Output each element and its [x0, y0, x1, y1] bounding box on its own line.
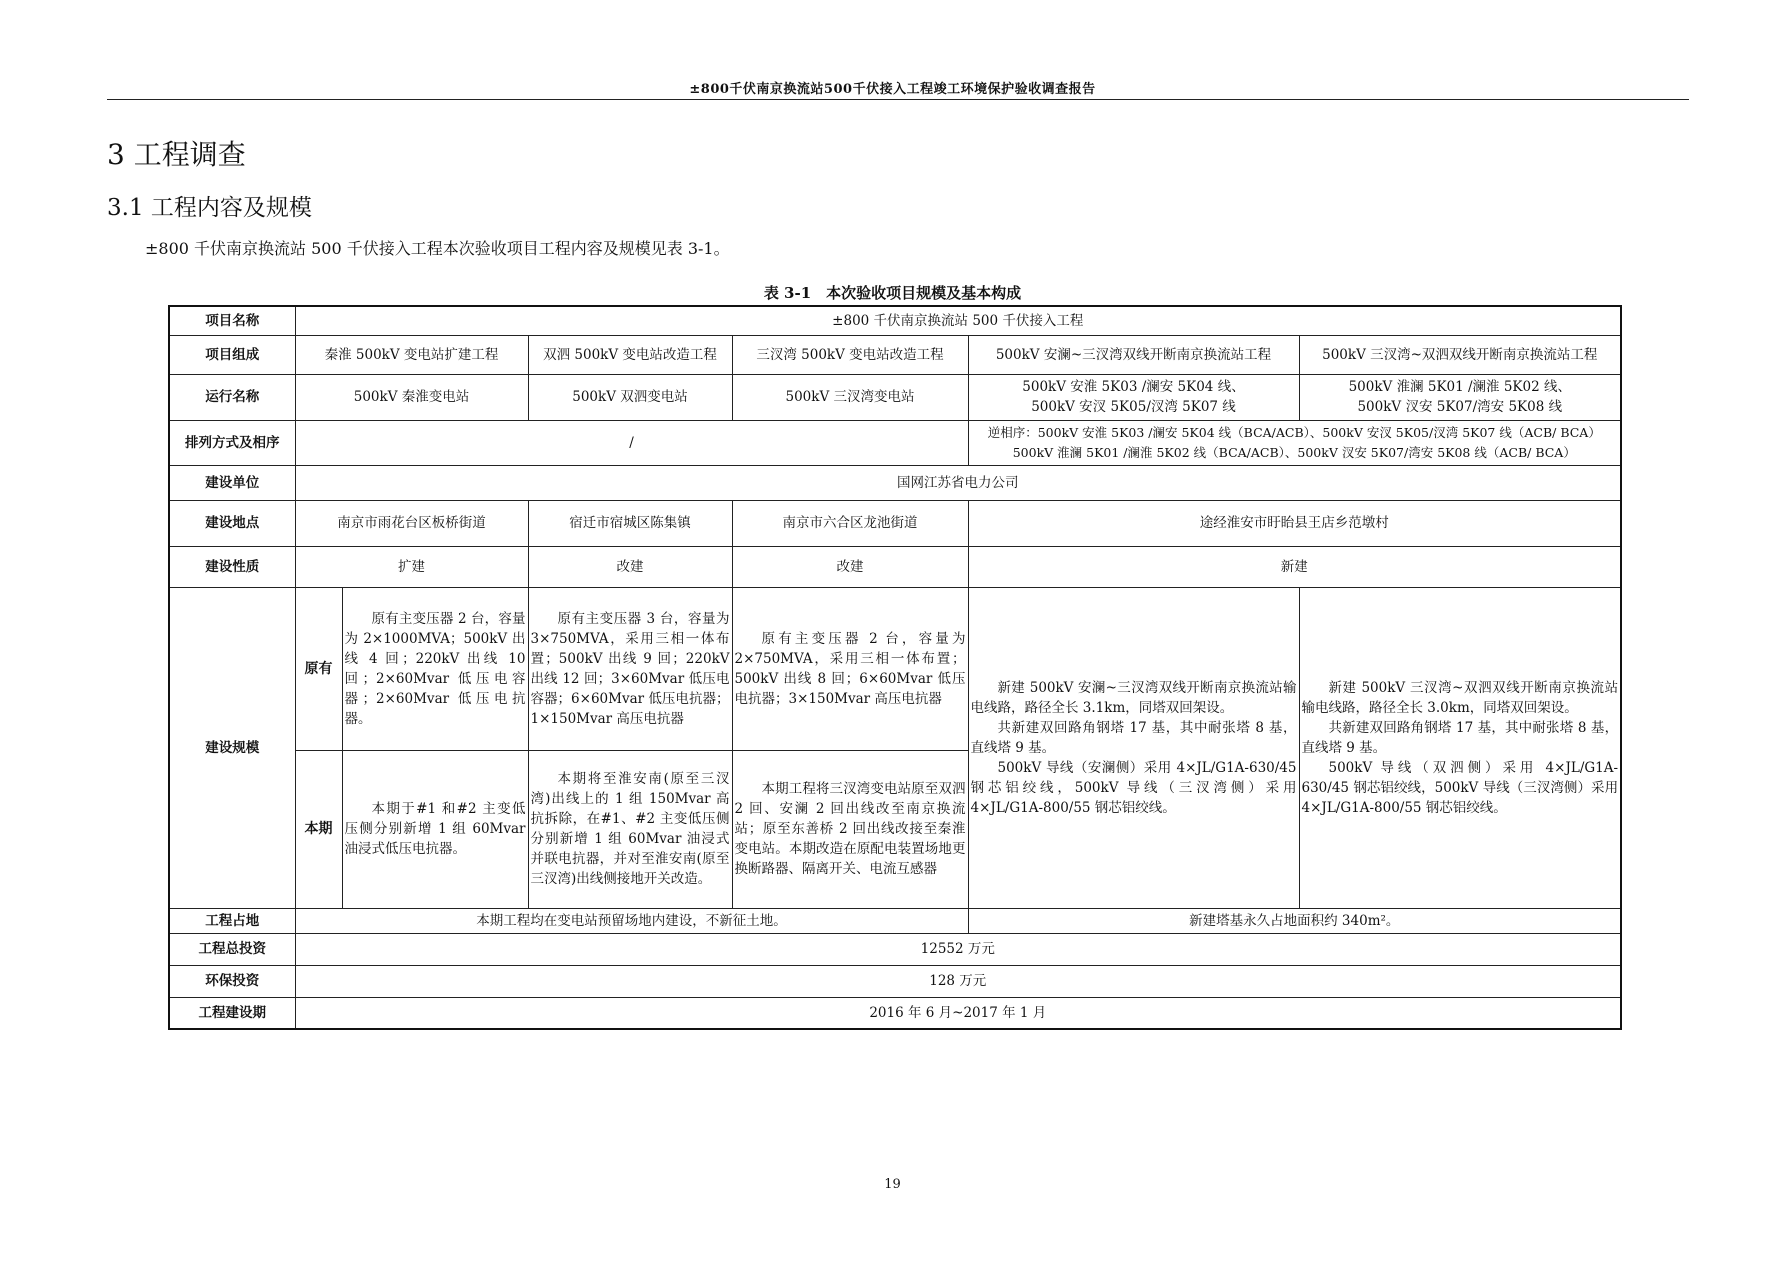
land-label: 工程占地 — [169, 908, 295, 933]
header-rule — [107, 99, 1689, 100]
table-row — [169, 335, 1621, 374]
op-name-line: 500kV 安淮 5K03 /澜安 5K04 线、 — [1022, 379, 1245, 395]
op-name-cell: 500kV 三汊湾变电站 — [732, 374, 968, 420]
table-row — [169, 587, 1621, 750]
page-number: 19 — [884, 1177, 901, 1192]
arrangement-cell — [968, 420, 1621, 465]
composition-cell: 双泗 500kV 变电站改造工程 — [528, 335, 732, 374]
project-name-label: 项目名称 — [169, 306, 295, 335]
section-title: 3 工程调查 — [107, 138, 246, 171]
current-text: 本期将至淮安南(原至三汊湾)出线上的 1 组 150Mvar 高抗拆除，在#1、#2 主变低压侧分别新增 1 组 60Mvar 油浸式并联电抗器，并对至淮安南(原至三汊湾)出线侧接地开关改造。 — [530, 771, 730, 887]
running-header: ±800千伏南京换流站500千伏接入工程竣工环境保护验收调查报告 — [689, 82, 1096, 97]
line-b-text: 共新建双回路角钢塔 17 基，其中耐张塔 8 基，直线塔 9 基。 — [1301, 719, 1619, 756]
builder: 国网江苏省电力公司 — [295, 465, 1621, 500]
land-lines: 新建塔基永久占地面积约 340m²。 — [968, 908, 1621, 933]
composition-cell: 500kV 安澜~三汊湾双线开断南京换流站工程 — [968, 335, 1299, 374]
project-name: ±800 千伏南京换流站 500 千伏接入工程 — [295, 306, 1621, 335]
nature-cell: 改建 — [528, 546, 732, 587]
line-a-text: 500kV 导线（安澜侧）采用 4×JL/G1A-630/45 钢芯铝绞线，500kV 导线（三汊湾侧）采用 4×JL/G1A-800/55 钢芯铝绞线。 — [970, 759, 1297, 816]
investment: 12552 万元 — [295, 933, 1621, 965]
location-cell: 南京市六合区龙池街道 — [732, 500, 968, 546]
op-name-line: 500kV 安汊 5K05/汊湾 5K07 线 — [1031, 399, 1236, 415]
arrangement-label: 排列方式及相序 — [169, 420, 295, 465]
line-a-text: 新建 500kV 安澜~三汊湾双线开断南京换流站输电线路，路径全长 3.1km，同塔双回架设。 — [970, 679, 1297, 716]
env-investment-label: 环保投资 — [169, 965, 295, 997]
arrangement-line: 500kV 淮澜 5K01 /澜淮 5K02 线（BCA/ACB）、500kV 汊安 5K07/湾安 5K08 线（ACB/ BCA） — [1012, 444, 1576, 460]
env-investment: 128 万元 — [295, 965, 1621, 997]
composition-cell: 秦淮 500kV 变电站扩建工程 — [295, 335, 528, 374]
line-b-text: 新建 500kV 三汊湾~双泗双线开断南京换流站输电线路，路径全长 3.0km，同塔双回架设。 — [1301, 679, 1619, 716]
period-label: 工程建设期 — [169, 997, 295, 1029]
investment-label: 工程总投资 — [169, 933, 295, 965]
table-row — [169, 420, 1621, 465]
current-text: 本期工程将三汊湾变电站原至双泗 2 回、安澜 2 回出线改至南京换流站；原至东善桥 2 回出线改接至秦淮变电站。本期改造在原配电装置场地更换断路器、隔离开关、电流互感器 — [734, 781, 966, 877]
line-b-text: 500kV 导线（双泗侧）采用 4×JL/G1A-630/45 钢芯铝绞线，500kV 导线（三汊湾侧）采用 4×JL/G1A-800/55 钢芯铝绞线。 — [1301, 759, 1619, 816]
current-cell — [528, 750, 732, 908]
arrangement-empty: / — [295, 420, 968, 465]
original-text: 原有主变压器 3 台，容量为 3×750MVA，采用三相一体布置；500kV 出线 9 回；220kV 出线 12 回；3×60Mvar 低压电容器；6×60Mvar 低压电抗器；1×150Mvar 高压电抗器 — [530, 610, 730, 727]
line-b-cell — [1299, 587, 1621, 908]
period: 2016 年 6 月~2017 年 1 月 — [295, 997, 1621, 1029]
op-name-cell: 500kV 秦淮变电站 — [295, 374, 528, 420]
current-cell — [732, 750, 968, 908]
table-row — [169, 465, 1621, 500]
op-name-line: 500kV 汊安 5K07/湾安 5K08 线 — [1357, 399, 1563, 415]
current-text: 本期于#1 和#2 主变低压侧分别新增 1 组 60Mvar 油浸式低压电抗器。 — [344, 801, 526, 857]
composition-cell: 500kV 三汊湾~双泗双线开断南京换流站工程 — [1299, 335, 1621, 374]
table-row — [169, 933, 1621, 965]
line-a-cell — [968, 587, 1299, 908]
op-name-cell — [968, 374, 1299, 420]
original-cell — [528, 587, 732, 750]
nature-cell: 改建 — [732, 546, 968, 587]
op-name-line: 500kV 淮澜 5K01 /澜淮 5K02 线、 — [1348, 379, 1571, 395]
land-stations: 本期工程均在变电站预留场地内建设，不新征土地。 — [295, 908, 968, 933]
table-row — [169, 546, 1621, 587]
nature-cell: 新建 — [968, 546, 1621, 587]
current-label: 本期 — [295, 750, 342, 908]
intro-paragraph: ±800 千伏南京换流站 500 千伏接入工程本次验收项目工程内容及规模见表 3-1。 — [145, 239, 730, 258]
original-cell — [732, 587, 968, 750]
line-a-text: 共新建双回路角钢塔 17 基，其中耐张塔 8 基，直线塔 9 基。 — [970, 719, 1297, 756]
original-label: 原有 — [295, 587, 342, 750]
location-label: 建设地点 — [169, 500, 295, 546]
op-name-cell — [1299, 374, 1621, 420]
table-row — [169, 500, 1621, 546]
op-name-cell: 500kV 双泗变电站 — [528, 374, 732, 420]
nature-label: 建设性质 — [169, 546, 295, 587]
arrangement-line: 逆相序：500kV 安淮 5K03 /澜安 5K04 线（BCA/ACB）、500kV 安汊 5K05/汊湾 5K07 线（ACB/ BCA） — [987, 424, 1601, 440]
table-row — [169, 997, 1621, 1029]
builder-label: 建设单位 — [169, 465, 295, 500]
location-cell: 南京市雨花台区板桥街道 — [295, 500, 528, 546]
location-cell: 途经淮安市盱眙县王店乡范墩村 — [968, 500, 1621, 546]
table-caption: 表 3-1 本次验收项目规模及基本构成 — [763, 284, 1022, 302]
original-text: 原有主变压器 2 台，容量为 2×1000MVA；500kV 出线 4 回；220kV 出线 10 回；2×60Mvar 低压电容器；2×60Mvar 低压电抗器。 — [344, 610, 526, 727]
subsection-title: 3.1 工程内容及规模 — [107, 195, 312, 221]
table-row — [169, 306, 1621, 335]
current-cell — [342, 750, 528, 908]
scale-table — [168, 305, 1622, 1030]
op-name-label: 运行名称 — [169, 374, 295, 420]
location-cell: 宿迁市宿城区陈集镇 — [528, 500, 732, 546]
scale-label: 建设规模 — [169, 587, 295, 908]
scale-table-wrapper — [168, 305, 1620, 1030]
table-row — [169, 908, 1621, 933]
table-row — [169, 965, 1621, 997]
composition-cell: 三汊湾 500kV 变电站改造工程 — [732, 335, 968, 374]
original-cell — [342, 587, 528, 750]
composition-label: 项目组成 — [169, 335, 295, 374]
original-text: 原有主变压器 2 台，容量为 2×750MVA，采用三相一体布置；500kV 出线 8 回；6×60Mvar 低压电抗器；3×150Mvar 高压电抗器 — [734, 630, 966, 707]
nature-cell: 扩建 — [295, 546, 528, 587]
table-row — [169, 374, 1621, 420]
